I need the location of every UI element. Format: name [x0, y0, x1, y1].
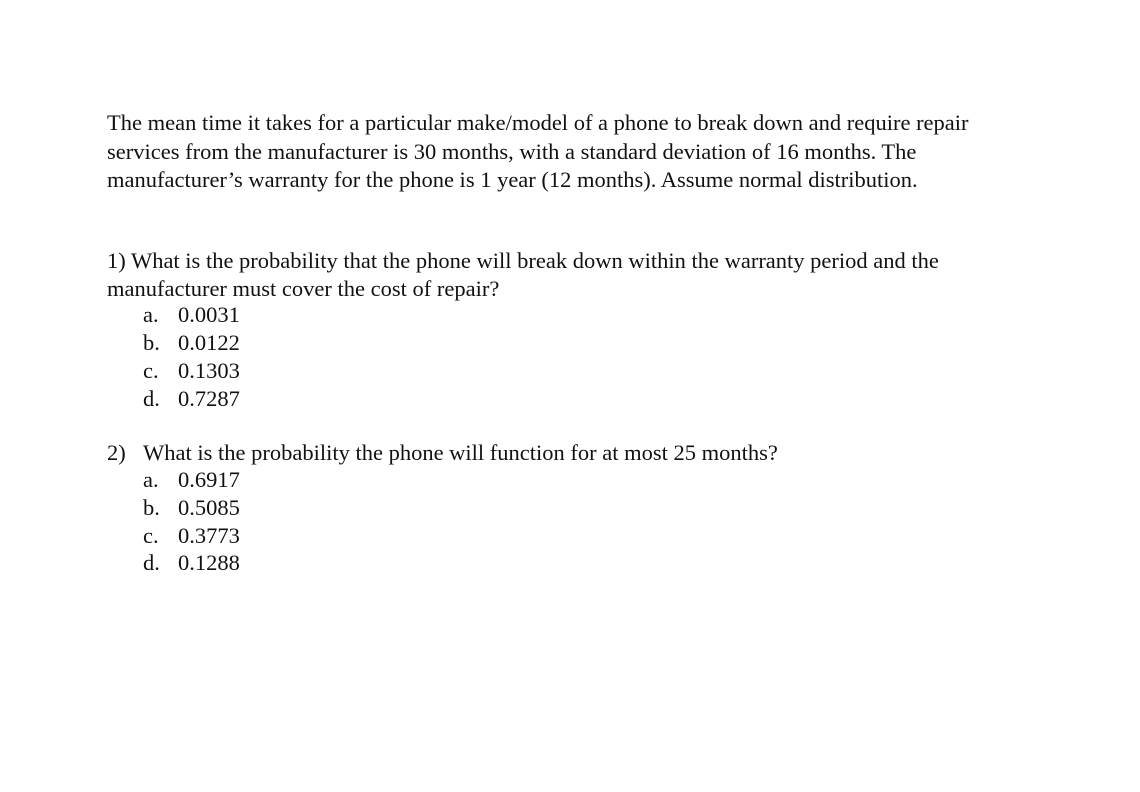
problem-statement: [107, 109, 1107, 195]
question-2-number: 2): [107, 440, 126, 465]
option-letter: b.: [143, 330, 160, 355]
question-2-option-d: [143, 549, 240, 576]
question-2-options: [143, 466, 240, 576]
option-letter: c.: [143, 358, 159, 383]
question-2-text: What is the probability the phone will function for at most 25 months?: [143, 440, 778, 465]
question-1-text-line: manufacturer must cover the cost of repair?: [107, 276, 500, 301]
option-letter: b.: [143, 495, 160, 520]
option-letter: d.: [143, 550, 160, 575]
option-value: 0.6917: [178, 467, 240, 492]
question-1-option-d: [143, 385, 240, 413]
option-letter: d.: [143, 386, 160, 411]
question-1: [107, 247, 1107, 303]
question-2-option-b: [143, 494, 240, 522]
question-2-option-a: [143, 466, 240, 494]
option-letter: a.: [143, 467, 159, 492]
question-1-options: [143, 301, 240, 413]
option-letter: a.: [143, 302, 159, 327]
option-value: 0.0031: [178, 302, 240, 327]
question-1-text-line: 1) What is the probability that the phone will break down within the warranty period and the: [107, 248, 939, 273]
option-value: 0.7287: [178, 386, 240, 411]
question-2: [107, 439, 1107, 467]
option-value: 0.1303: [178, 358, 240, 383]
question-2-option-c: [143, 522, 240, 549]
question-1-option-b: [143, 329, 240, 357]
option-value: 0.0122: [178, 330, 240, 355]
question-1-option-c: [143, 357, 240, 385]
problem-statement-line: services from the manufacturer is 30 months, with a standard deviation of 16 months. The: [107, 138, 917, 164]
option-value: 0.3773: [178, 523, 240, 548]
question-1-option-a: [143, 301, 240, 329]
problem-statement-line: The mean time it takes for a particular make/model of a phone to break down and require repair: [107, 110, 969, 135]
problem-statement-line: manufacturer’s warranty for the phone is 1 year (12 months). Assume normal distribution.: [107, 167, 918, 192]
option-value: 0.1288: [178, 550, 240, 575]
option-value: 0.5085: [178, 495, 240, 520]
option-letter: c.: [143, 523, 159, 548]
